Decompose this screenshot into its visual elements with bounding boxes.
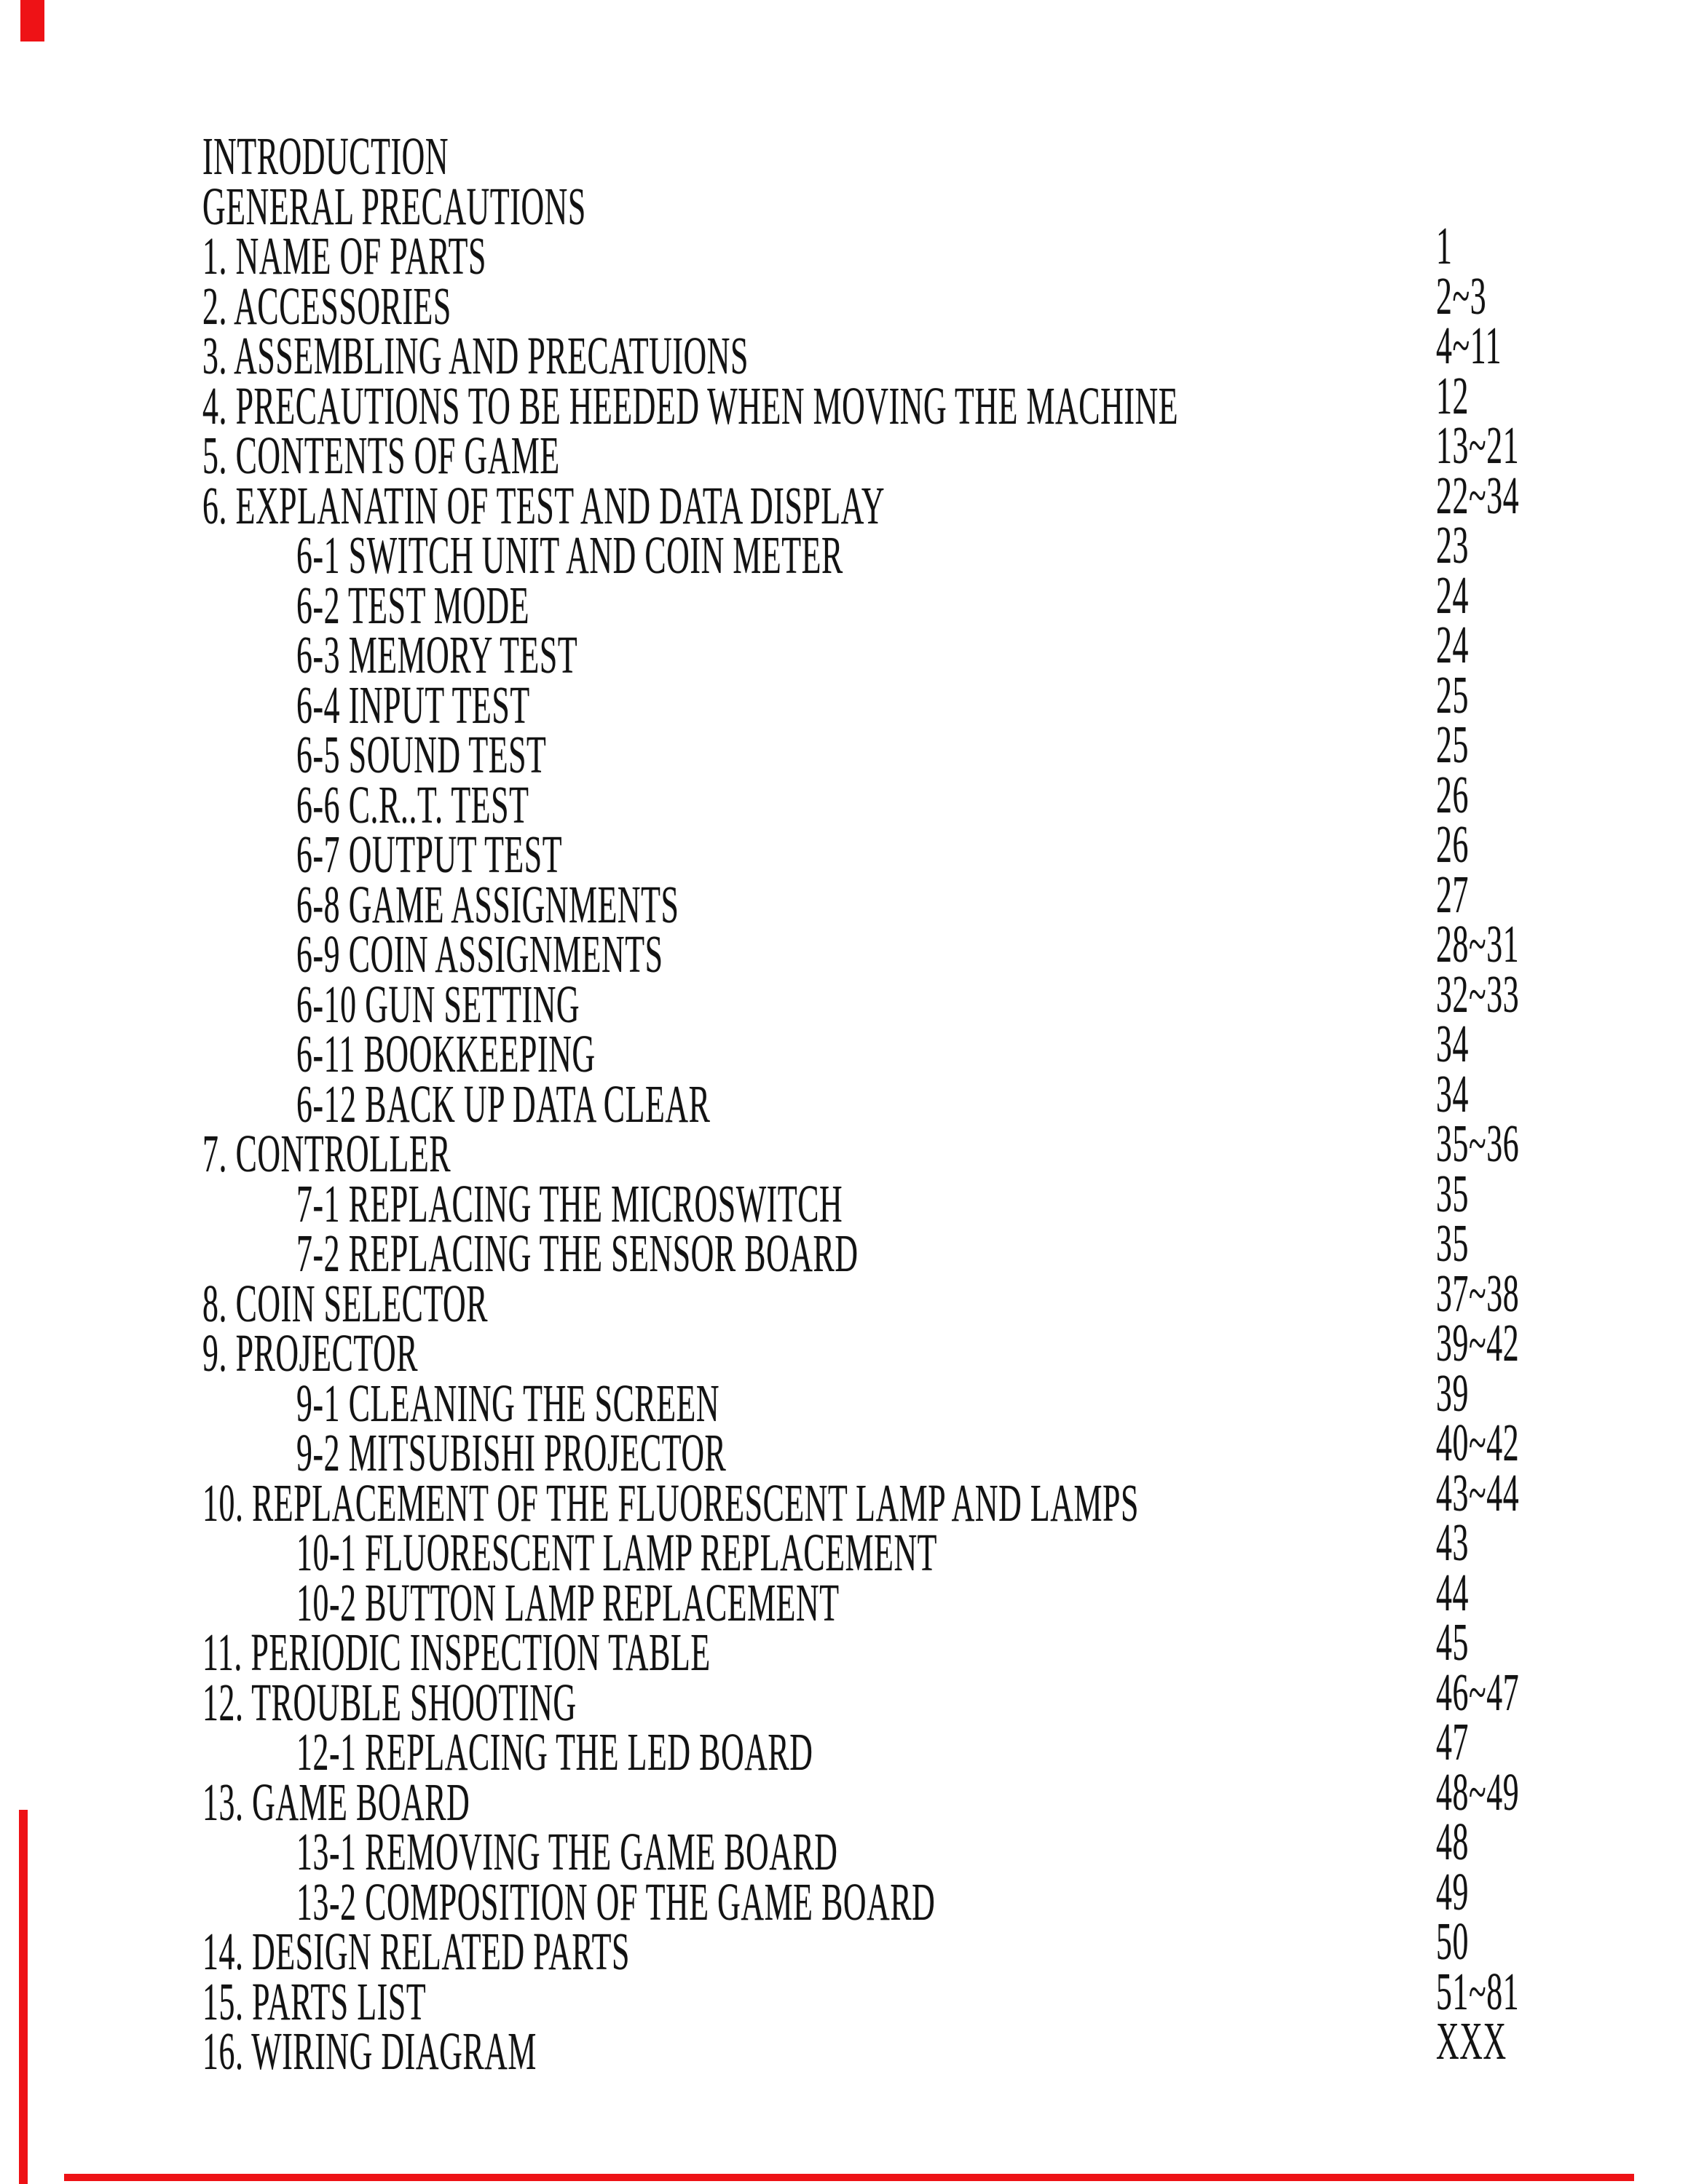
- toc-row: [0, 1513, 1688, 1582]
- toc-item-label: 6-12 BACK UP DATA CLEAR: [296, 1074, 711, 1133]
- toc-item-page: 13~21: [1436, 416, 1520, 475]
- toc-item-page: 23: [1436, 515, 1469, 574]
- toc-row: [0, 2011, 1688, 2081]
- toc-item-page: 51~81: [1436, 1961, 1520, 2021]
- toc-item-label: 13-2 COMPOSITION OF THE GAME BOARD: [296, 1872, 936, 1931]
- toc-item-page: 34: [1436, 1014, 1469, 1073]
- toc-item-label: 7-1 REPLACING THE MICROSWITCH: [296, 1174, 843, 1233]
- toc-item-label: 9-1 CLEANING THE SCREEN: [296, 1373, 720, 1433]
- toc-item-page: 35: [1436, 1163, 1469, 1223]
- toc-row: [0, 1712, 1688, 1781]
- toc-item-page: 35~36: [1436, 1114, 1520, 1173]
- toc-item-page: 44: [1436, 1562, 1469, 1622]
- toc-item-label: 16. WIRING DIAGRAM: [202, 2022, 537, 2081]
- toc-item-label: 7-2 REPLACING THE SENSOR BOARD: [296, 1224, 859, 1283]
- toc-item-label: 6-1 SWITCH UNIT AND COIN METER: [296, 526, 843, 585]
- toc-item-page: 28~31: [1436, 914, 1520, 973]
- toc-item-label: 7. CONTROLLER: [202, 1124, 451, 1183]
- toc-row: [0, 365, 1688, 435]
- toc-row: [0, 815, 1688, 884]
- toc-item-page: 25: [1436, 715, 1469, 774]
- toc-item-page: 1: [1436, 216, 1453, 275]
- toc-item-page: 39: [1436, 1363, 1469, 1423]
- toc-item-label: GENERAL PRECAUTIONS: [202, 176, 586, 236]
- toc-item-page: 40~42: [1436, 1413, 1520, 1472]
- red-scan-mark-bottom-edge: [64, 2174, 1634, 2181]
- red-scan-mark-left-edge: [19, 1810, 28, 2184]
- toc-item-page: 37~38: [1436, 1263, 1520, 1323]
- toc-item-page: 45: [1436, 1613, 1469, 1671]
- toc-item-label: INTRODUCTION: [202, 127, 449, 186]
- toc-item-label: 15. PARTS LIST: [202, 1971, 427, 2031]
- toc-row: [0, 1961, 1688, 2031]
- toc-item-label: 13. GAME BOARD: [202, 1772, 470, 1832]
- toc-row: [0, 316, 1688, 385]
- toc-item-label: 13-1 REMOVING THE GAME BOARD: [296, 1822, 838, 1881]
- toc-item-label: 6-11 BOOKKEEPING: [296, 1024, 596, 1083]
- toc-row: [0, 1163, 1688, 1233]
- toc-row: [0, 1114, 1688, 1183]
- toc-item-page: 22~34: [1436, 465, 1520, 525]
- toc-item-label: 9. PROJECTOR: [202, 1324, 419, 1382]
- toc-item-page: 24: [1436, 565, 1469, 625]
- toc-item-label: 10-1 FLUORESCENT LAMP REPLACEMENT: [296, 1523, 938, 1582]
- toc-row: [0, 1263, 1688, 1333]
- toc-row: [0, 515, 1688, 585]
- toc-item-label: 6-6 C.R..T. TEST: [296, 775, 529, 834]
- toc-item-page: 39~42: [1436, 1313, 1520, 1372]
- toc-row: [0, 615, 1688, 684]
- toc-row: [0, 1861, 1688, 1931]
- toc-row: [0, 176, 1688, 236]
- toc-item-label: 14. DESIGN RELATED PARTS: [202, 1922, 630, 1981]
- toc-row: [0, 266, 1688, 336]
- toc-row: [0, 416, 1688, 485]
- toc-item-page: 50: [1436, 1912, 1469, 1971]
- toc-row: [0, 1463, 1688, 1532]
- toc-item-page: XXX: [1436, 2011, 1507, 2070]
- toc-row: [0, 1562, 1688, 1632]
- toc-item-label: 6-2 TEST MODE: [296, 575, 530, 635]
- toc-item-page: 26: [1436, 764, 1469, 824]
- toc-row: [0, 1613, 1688, 1682]
- toc-row: [0, 565, 1688, 635]
- toc-item-page: 34: [1436, 1064, 1469, 1123]
- toc-item-page: 32~33: [1436, 964, 1520, 1024]
- toc-item-label: 2. ACCESSORIES: [202, 276, 451, 336]
- toc-row: [0, 1912, 1688, 1981]
- toc-item-label: 6-8 GAME ASSIGNMENTS: [296, 874, 679, 934]
- toc-item-page: 27: [1436, 864, 1469, 924]
- toc-row: [0, 1762, 1688, 1832]
- toc-row: [0, 1014, 1688, 1083]
- red-scan-mark-top-left: [20, 0, 44, 41]
- toc-row: [0, 127, 1688, 186]
- toc-item-page: 46~47: [1436, 1662, 1520, 1722]
- toc-item-page: 25: [1436, 665, 1469, 724]
- toc-item-label: 6-3 MEMORY TEST: [296, 625, 578, 684]
- toc-row: [0, 216, 1688, 285]
- toc-item-page: 12: [1436, 365, 1469, 425]
- toc-item-label: 6-10 GUN SETTING: [296, 974, 580, 1034]
- toc-item-label: 3. ASSEMBLING AND PRECATUIONS: [202, 326, 749, 385]
- toc-item-label: 8. COIN SELECTOR: [202, 1273, 489, 1333]
- toc-item-label: 6-7 OUTPUT TEST: [296, 825, 563, 884]
- toc-item-page: 48: [1436, 1812, 1469, 1871]
- toc-row: [0, 764, 1688, 834]
- toc-row: [0, 964, 1688, 1034]
- toc-item-label: 12. TROUBLE SHOOTING: [202, 1672, 577, 1732]
- toc-item-page: 26: [1436, 815, 1469, 874]
- toc-item-label: 11. PERIODIC INSPECTION TABLE: [202, 1623, 711, 1682]
- toc-row: [0, 1313, 1688, 1382]
- toc-item-label: 10. REPLACEMENT OF THE FLUORESCENT LAMP AND LAMPS: [202, 1473, 1139, 1532]
- toc-item-label: 12-1 REPLACING THE LED BOARD: [296, 1722, 813, 1781]
- toc-item-page: 24: [1436, 615, 1469, 674]
- toc-item-page: 48~49: [1436, 1762, 1520, 1821]
- toc-row: [0, 914, 1688, 984]
- toc-row: [0, 665, 1688, 735]
- toc-row: [0, 1064, 1688, 1133]
- toc-row: [0, 1214, 1688, 1283]
- toc-item-label: 6-4 INPUT TEST: [296, 675, 530, 735]
- toc-item-page: 35: [1436, 1214, 1469, 1273]
- toc-row: [0, 715, 1688, 784]
- toc-item-label: 10-2 BUTTON LAMP REPLACEMENT: [296, 1572, 840, 1632]
- toc-item-page: 49: [1436, 1861, 1469, 1921]
- toc-row: [0, 1662, 1688, 1732]
- toc-item-label: 6-5 SOUND TEST: [296, 725, 547, 784]
- toc-item-page: 47: [1436, 1712, 1469, 1771]
- toc-item-page: 4~11: [1436, 316, 1502, 375]
- toc-item-label: 5. CONTENTS OF GAME: [202, 426, 560, 485]
- toc-item-page: 43~44: [1436, 1463, 1520, 1522]
- toc-item-label: 6. EXPLANATIN OF TEST AND DATA DISPLAY: [202, 475, 886, 535]
- toc-item-page: 2~3: [1436, 266, 1487, 325]
- toc-row: [0, 1812, 1688, 1881]
- toc-row: [0, 864, 1688, 934]
- toc-row: [0, 1363, 1688, 1433]
- toc-item-label: 6-9 COIN ASSIGNMENTS: [296, 925, 663, 984]
- toc-item-label: 4. PRECAUTIONS TO BE HEEDED WHEN MOVING THE MACHINE: [202, 376, 1179, 435]
- toc-row: [0, 1413, 1688, 1482]
- toc-item-label: 9-2 MITSUBISHI PROJECTOR: [296, 1423, 727, 1482]
- toc-item-page: 43: [1436, 1513, 1469, 1572]
- toc-item-label: 1. NAME OF PARTS: [202, 226, 486, 285]
- toc-row: [0, 465, 1688, 535]
